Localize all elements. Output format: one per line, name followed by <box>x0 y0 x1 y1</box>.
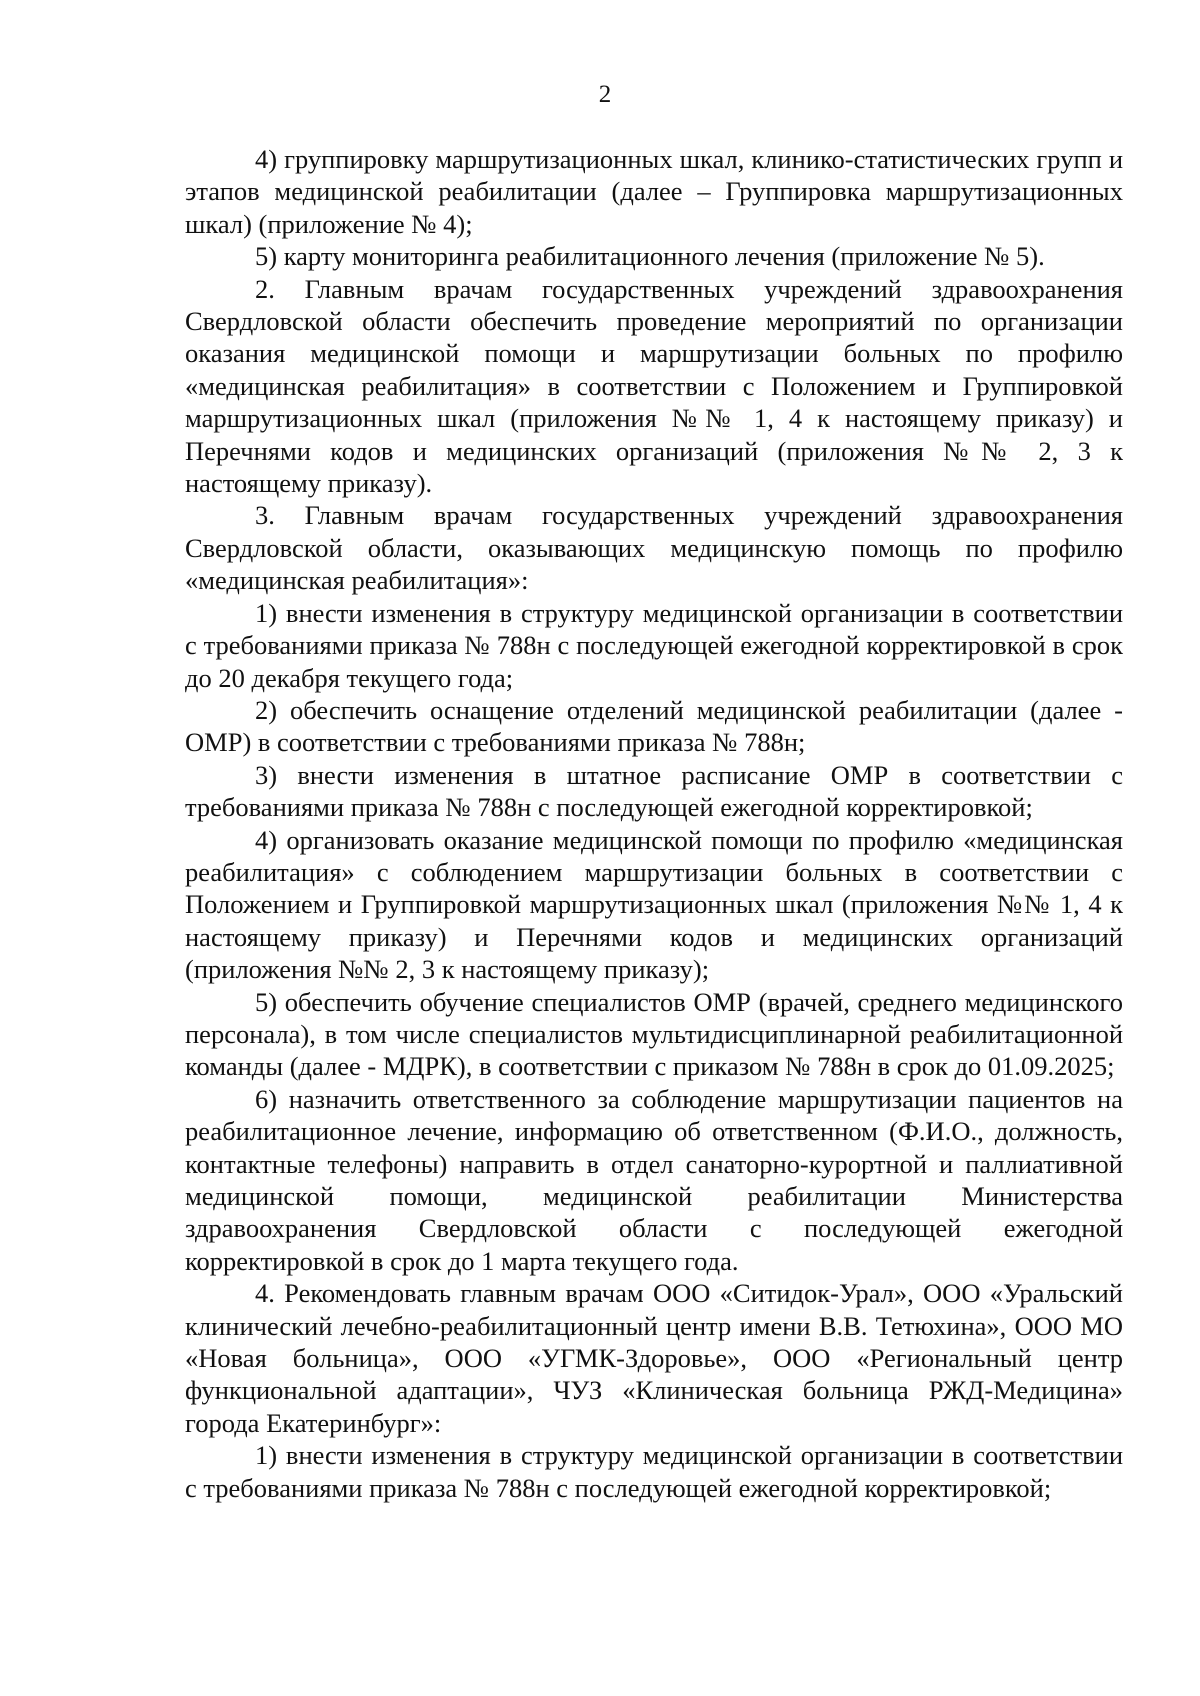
paragraph-clause-3-item-3: 3) внести изменения в штатное расписание ОМР в соответствии с требованиями приказа № 788н с последующей ежегодной корректировкой; <box>185 759 1123 823</box>
paragraph-clause-3-item-4: 4) организовать оказание медицинской помощи по профилю «медицинская реабилитация» с соблюдением маршрутизации больных в соответствии с Положением и Группировкой маршрутизационных шкал (приложения №№ 1, 4 к настоящему приказу) и Перечнями кодов и медицинских организаций (приложения №№ 2, 3 к настоящему приказу); <box>185 824 1123 985</box>
paragraph-clause-3: 3. Главным врачам государственных учреждений здравоохранения Свердловской области, оказывающих медицинскую помощь по профилю «медицинская реабилитация»: <box>185 500 1123 596</box>
paragraph-clause-3-item-6: 6) назначить ответственного за соблюдение маршрутизации пациентов на реабилитационное лечение, информацию об ответственном (Ф.И.О., должность, контактные телефоны) направить в отдел санаторно-курортной и паллиативной медицинской помощи, медицинской реабилитации Министерства здравоохранения Свердловской области с последующей ежегодной корректировкой в срок до 1 марта текущего года. <box>185 1083 1123 1276</box>
document-body <box>185 143 1123 1504</box>
paragraph-clause-3-item-1: 1) внести изменения в структуру медицинской организации в соответствии с требованиями приказа № 788н с последующей ежегодной корректировкой в срок до 20 декабря текущего года; <box>185 597 1123 693</box>
paragraph-clause-3-item-5: 5) обеспечить обучение специалистов ОМР (врачей, среднего медицинского персонала), в том числе специалистов мультидисциплинарной реабилитационной команды (далее - МДРК), в соответствии с приказом № 788н в срок до 01.09.2025; <box>185 986 1123 1082</box>
paragraph-item-5-monitoring-card: 5) карту мониторинга реабилитационного лечения (приложение № 5). <box>255 241 1045 272</box>
paragraph-clause-3-item-2: 2) обеспечить оснащение отделений медицинской реабилитации (далее - ОМР) в соответствии с требованиями приказа № 788н; <box>185 694 1123 758</box>
paragraph-clause-4-item-1: 1) внести изменения в структуру медицинской организации в соответствии с требованиями приказа № 788н с последующей ежегодной корректировкой; <box>185 1440 1123 1503</box>
paragraph-clause-2: 2. Главным врачам государственных учреждений здравоохранения Свердловской области обеспечить проведение мероприятий по организации оказания медицинской помощи и маршрутизации больных по профилю «медицинская реабилитация» в соответствии с Положением и Группировкой маршрутизационных шкал (приложения №№ 1, 4 к настоящему приказу) и Перечнями кодов и медицинских организаций (приложения №№ 2, 3 к настоящему приказу). <box>185 273 1123 499</box>
paragraph-clause-4: 4. Рекомендовать главным врачам ООО «Ситидок-Урал», ООО «Уральский клинический лечебно-реабилитационный центр имени В.В. Тетюхина», ООО МО «Новая больница», ООО «УГМК-Здоровье», ООО «Региональный центр функциональной адаптации», ЧУЗ «Клиническая больница РЖД-Медицина» города Екатеринбург»: <box>185 1278 1123 1438</box>
page-number: 2 <box>598 81 612 108</box>
paragraph-item-4-grouping: 4) группировку маршрутизационных шкал, клинико-статистических групп и этапов медицинской реабилитации (далее – Группировка маршрутизационных шкал) (приложение № 4); <box>185 144 1123 239</box>
